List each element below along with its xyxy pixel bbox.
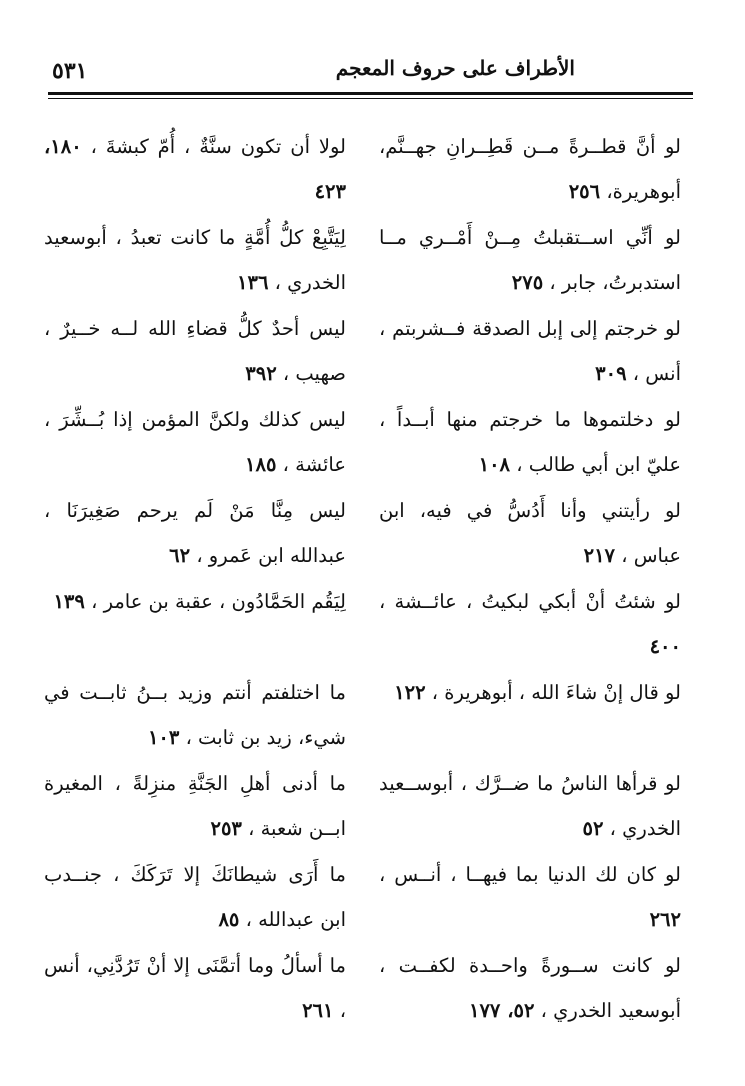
index-entry bbox=[379, 670, 681, 761]
index-entry bbox=[44, 579, 346, 670]
index-entry bbox=[379, 488, 681, 579]
entry-page-ref: ٣٠٩ bbox=[595, 362, 627, 385]
entry-page-ref: ٥٢ bbox=[582, 817, 604, 840]
entry-text: لو شئتُ أنْ أبكي لبكيتُ ، عائــشة ، bbox=[379, 590, 681, 613]
entry-page-ref: ٦٢ bbox=[169, 544, 191, 567]
index-entry bbox=[44, 670, 346, 761]
running-title: الأطراف على حروف المعجم bbox=[335, 56, 575, 80]
entry-text: لو أنِّي اســتقبلتُ مِــنْ أَمْــري مــا استدبرتُ، جابر ، bbox=[379, 226, 681, 294]
header-rule-thick bbox=[48, 92, 693, 95]
entry-page-ref: ٢٥٦ bbox=[568, 180, 601, 203]
index-entry bbox=[379, 306, 681, 397]
entry-page-ref: ٤٠٠ bbox=[649, 635, 681, 658]
index-entry bbox=[379, 943, 681, 1034]
entry-text: لو كانت ســورةً واحــدة لكفــت ، أبوسعيد الخدري ، bbox=[379, 954, 681, 1022]
index-entry bbox=[379, 124, 681, 215]
entry-page-ref: ١٠٣ bbox=[147, 726, 180, 749]
index-entry bbox=[379, 397, 681, 488]
index-entry bbox=[44, 943, 346, 1034]
page-header bbox=[40, 52, 693, 92]
entry-page-ref: ٢٦١ bbox=[302, 999, 334, 1022]
index-entry bbox=[44, 397, 346, 488]
entry-page-ref: ٢٦٢ bbox=[649, 908, 681, 931]
index-entry bbox=[379, 852, 681, 943]
entry-page-ref: ١٨٥ bbox=[245, 453, 277, 476]
entry-page-ref: ٨٥ bbox=[218, 908, 240, 931]
entry-text: لِيَقُم الحَمَّادُون ، عقبة بن عامر ، bbox=[91, 590, 346, 613]
entry-text: لو دخلتموها ما خرجتم منها أبــداً ، عليّ ابن أبي طالب ، bbox=[379, 408, 681, 476]
entry-page-ref: ١٣٦ bbox=[237, 271, 269, 294]
index-entry bbox=[379, 215, 681, 306]
page-number: ٥٣١ bbox=[52, 58, 88, 84]
entry-page-ref: ٣٩٢ bbox=[245, 362, 277, 385]
index-entry bbox=[44, 488, 346, 579]
entry-page-ref: ٢٥٣ bbox=[210, 817, 242, 840]
entry-page-ref: ١٣٩ bbox=[53, 590, 85, 613]
entry-text: لِيَتَّبِعْ كلُّ أُمَّةٍ ما كانت تعبدُ ، أبوسعيد الخدري ، bbox=[44, 226, 346, 294]
entry-text: ما اختلفتم أنتم وزيد بــنُ ثابــت في شيء، زيد بن ثابت ، bbox=[44, 681, 346, 749]
entry-page-ref: ١٨٠، ٤٢٣ bbox=[44, 135, 346, 203]
index-entry bbox=[44, 215, 346, 306]
index-column-left bbox=[44, 124, 346, 1034]
entry-page-ref: ٢٧٥ bbox=[511, 271, 544, 294]
entry-page-ref: ١٠٨ bbox=[478, 453, 511, 476]
entry-text: لولا أن تكون سنَّةٌ ، أُمّ كبشةَ ، bbox=[90, 135, 346, 158]
index-entry bbox=[44, 761, 346, 852]
entry-text: لو قرأها الناسُ ما ضــرَّك ، أبوســعيد الخدري ، bbox=[379, 772, 681, 840]
entry-text: ليس مِنَّا مَنْ لَم يرحم صَغِيرَنَا ، عبدالله ابن عَمرو ، bbox=[44, 499, 346, 567]
index-entry bbox=[379, 579, 681, 670]
index-entry bbox=[44, 306, 346, 397]
index-column-right bbox=[379, 124, 681, 1034]
entry-page-ref: ٢١٧ bbox=[583, 544, 616, 567]
entry-text: لو خرجتم إلى إبل الصدقة فــشربتم ، أنس ، bbox=[379, 317, 681, 385]
entry-text: ليس كذلك ولكنَّ المؤمن إذا بُــشِّرَ ، عائشة ، bbox=[44, 408, 346, 476]
entry-page-ref: ١٢٢ bbox=[394, 681, 426, 704]
index-entry bbox=[44, 124, 346, 215]
entry-text: ما أسألُ وما أتمَّنَى إلا أنْ تَرُدَّنِي، أنس ، bbox=[44, 954, 346, 1022]
entry-text: ما أَرَى شيطانَكَ إلا تَرَكَكَ ، جنــدب ابن عبدالله ، bbox=[44, 863, 346, 931]
entry-text: لو قال إنْ شاءَ الله ، أبوهريرة ، bbox=[431, 681, 681, 704]
entry-text: لو أنَّ قطــرةً مــن قَطِــرانِ جهــنَّم، أبوهريرة، bbox=[379, 135, 681, 203]
entry-page-ref: ٥٢، ١٧٧ bbox=[468, 999, 535, 1022]
index-entry bbox=[44, 852, 346, 943]
entry-text: لو رأيتني وأنا أَدُسُّ في فيه، ابن عباس ، bbox=[379, 499, 681, 567]
header-rule-thin bbox=[48, 98, 693, 99]
index-entry bbox=[379, 761, 681, 852]
entry-text: لو كان لك الدنيا بما فيهــا ، أنــس ، bbox=[379, 863, 681, 886]
entry-text: ما أدنى أهلِ الجَنَّةِ منزِلةً ، المغيرة ابــن شعبة ، bbox=[44, 772, 346, 840]
entry-text: ليس أحدٌ كلُّ قضاءِ الله لــه خــيرٌ ، صهيب ، bbox=[44, 317, 346, 385]
